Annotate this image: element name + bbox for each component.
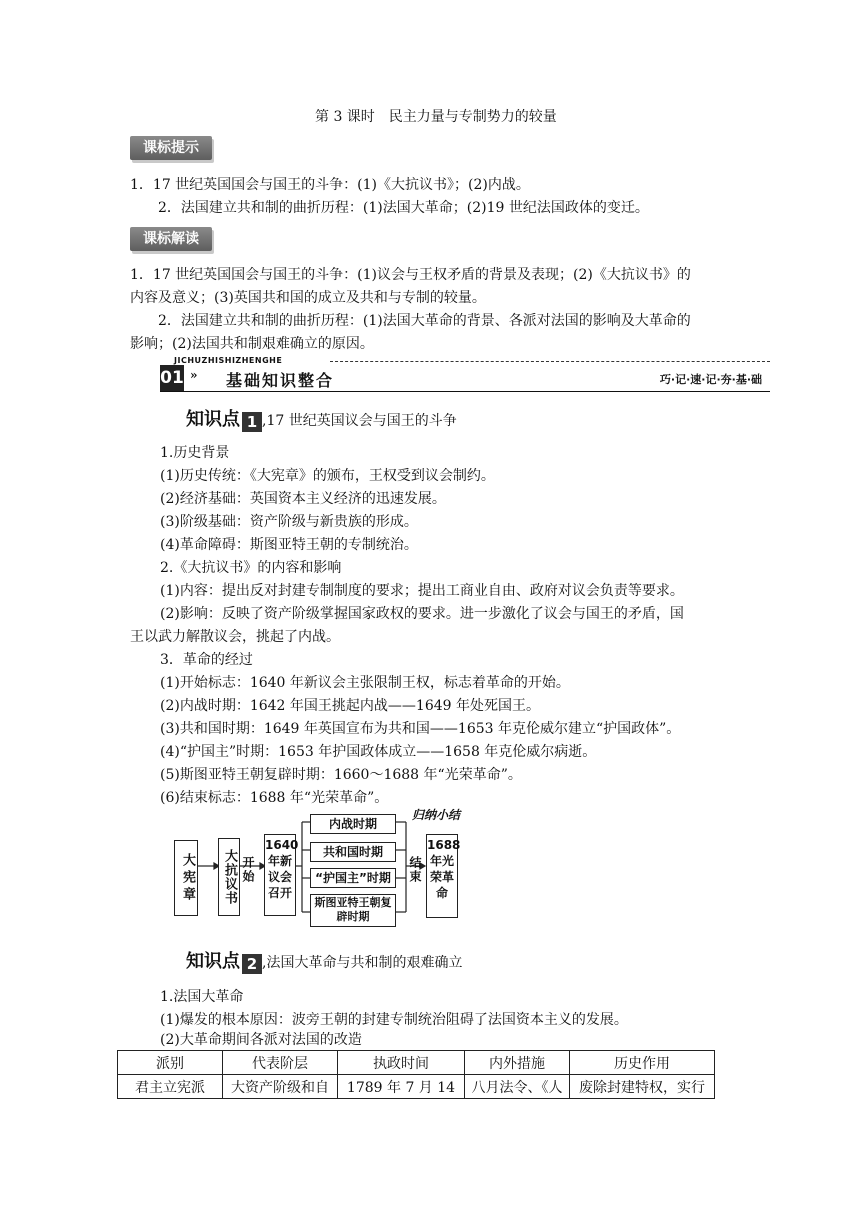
table-cell: 八月法令、《人 xyxy=(465,1075,570,1099)
subheading: 1.历史背景 xyxy=(160,445,230,461)
table-header: 代表阶层 xyxy=(223,1051,338,1075)
box-1688-glorious-revolution: 1688年光荣革命 xyxy=(426,834,458,918)
table-header: 内外措施 xyxy=(465,1051,570,1075)
table-cell: 大资产阶级和自 xyxy=(223,1075,338,1099)
label-end: 结束 xyxy=(408,856,422,884)
table-header: 派别 xyxy=(118,1051,223,1075)
body-line: (1)开始标志：1640 年新议会主张限制王权，标志着革命的开始。 xyxy=(160,675,570,691)
banner-title: 基础知识整合 xyxy=(226,371,335,390)
box-commonwealth: 共和国时期 xyxy=(310,842,396,862)
banner-underline xyxy=(160,391,770,392)
reading-line: 影响；(2)法国共和制艰难确立的原因。 xyxy=(130,336,374,352)
banner-dash-line xyxy=(330,361,770,362)
page-title: 第 3 课时 民主力量与专制势力的较量 xyxy=(315,109,557,125)
subheading: 3．革命的经过 xyxy=(160,652,253,668)
reading-line: 1．17 世纪英国国会与国王的斗争：(1)议会与王权矛盾的背景及表现；(2)《大抗议书》的 xyxy=(130,267,691,283)
subheading: 1.法国大革命 xyxy=(160,989,244,1005)
summary-label: 归纳小结 xyxy=(412,808,461,822)
body-line: (1)历史传统：《大宪章》的颁布，王权受到议会制约。 xyxy=(160,468,495,484)
body-line: (1)内容：提出反对封建专制制度的要求；提出工商业自由、政府对议会负责等要求。 xyxy=(160,583,684,599)
knowledge-point-label: 知识点 xyxy=(186,951,240,972)
table-header: 执政时间 xyxy=(338,1051,465,1075)
box-civil-war: 内战时期 xyxy=(310,814,396,834)
table-cell: 1789 年 7 月 14 xyxy=(338,1075,465,1099)
body-line: (4)革命障碍：斯图亚特王朝的专制统治。 xyxy=(160,537,418,553)
tip-line: 1．17 世纪英国国会与国王的斗争：(1)《大抗议书》；(2)内战。 xyxy=(130,177,530,193)
knowledge-point-title: ,法国大革命与共和制的艰难确立 xyxy=(262,955,463,971)
section-banner xyxy=(160,356,770,392)
section-tag-curriculum-tips: 课标提示 xyxy=(130,136,212,160)
box-1640-parliament: 1640年新议会召开 xyxy=(264,834,296,916)
body-line: (2)大革命期间各派对法国的改造 xyxy=(160,1032,362,1048)
table-cell: 君主立宪派 xyxy=(118,1075,223,1099)
body-line: (2)经济基础：英国资本主义经济的迅速发展。 xyxy=(160,491,446,507)
table-header-row xyxy=(118,1051,715,1075)
banner-pinyin: JICHUZHISHIZHENGHE xyxy=(174,356,283,365)
knowledge-point-2-heading xyxy=(186,947,462,974)
table-cell: 废除封建特权，实行 xyxy=(570,1075,715,1099)
knowledge-point-number: 1 xyxy=(242,412,262,432)
body-line: (3)共和国时期：1649 年英国宣布为共和国——1653 年克伦威尔建立“护国政体”。 xyxy=(160,721,681,737)
tip-line: 2．法国建立共和制的曲折历程：(1)法国大革命；(2)19 世纪法国政体的变迁。 xyxy=(158,200,649,216)
box-magna-carta: 大宪章 xyxy=(174,840,198,916)
table-header: 历史作用 xyxy=(570,1051,715,1075)
knowledge-point-number: 2 xyxy=(242,954,262,974)
banner-arrow-icon: » xyxy=(190,368,198,382)
body-line: (1)爆发的根本原因：波旁王朝的封建专制统治阻碍了法国资本主义的发展。 xyxy=(160,1012,628,1028)
body-line: (6)结束标志：1688 年“光荣革命”。 xyxy=(160,790,389,806)
body-line: (4)“护国主”时期：1653 年护国政体成立——1658 年克伦威尔病逝。 xyxy=(160,744,597,760)
box-grand-remonstrance: 大抗议书 xyxy=(218,838,240,916)
reading-line: 内容及意义；(3)英国共和国的成立及共和与专制的较量。 xyxy=(130,290,486,306)
knowledge-point-title: ,17 世纪英国议会与国王的斗争 xyxy=(262,413,457,429)
body-line: 王以武力解散议会，挑起了内战。 xyxy=(130,629,340,645)
banner-slogan: 巧·记·速·记·夯·基·础 xyxy=(659,373,762,386)
table-row xyxy=(118,1075,715,1099)
factions-table xyxy=(117,1050,715,1099)
knowledge-point-label: 知识点 xyxy=(186,409,240,430)
section-tag-curriculum-reading: 课标解读 xyxy=(130,227,212,251)
label-start: 开始 xyxy=(241,856,255,884)
body-line: (2)内战时期：1642 年国王挑起内战——1649 年处死国王。 xyxy=(160,698,540,714)
body-line: (2)影响：反映了资产阶级掌握国家政权的要求。进一步激化了议会与国王的矛盾，国 xyxy=(160,606,684,622)
box-protectorate: “护国主”时期 xyxy=(310,868,396,888)
body-line: (3)阶级基础：资产阶级与新贵族的形成。 xyxy=(160,514,418,530)
knowledge-point-1-heading xyxy=(186,405,457,432)
body-line: (5)斯图亚特王朝复辟时期：1660～1688 年“光荣革命”。 xyxy=(160,767,522,783)
subheading: 2.《大抗议书》的内容和影响 xyxy=(160,560,342,576)
banner-number: 01 xyxy=(160,365,184,391)
reading-line: 2．法国建立共和制的曲折历程：(1)法国大革命的背景、各派对法国的影响及大革命的 xyxy=(158,313,691,329)
box-restoration: 斯图亚特王朝复辟时期 xyxy=(310,894,396,927)
